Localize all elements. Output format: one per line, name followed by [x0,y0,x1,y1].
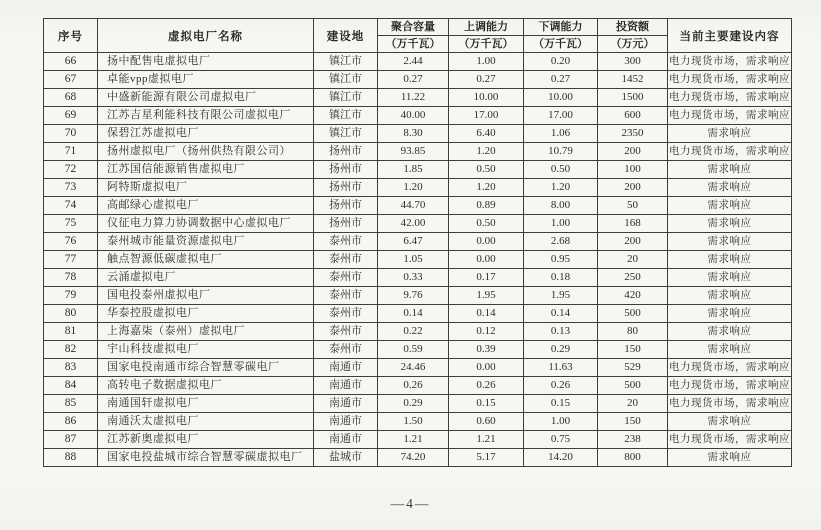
cell-investment: 1452 [598,71,668,89]
cell-up: 17.00 [449,107,524,125]
cell-down: 1.95 [524,287,598,305]
cell-capacity: 24.46 [378,359,449,377]
cell-no: 85 [44,395,98,413]
cell-up: 0.14 [449,305,524,323]
cell-location: 镇江市 [314,71,378,89]
cell-no: 73 [44,179,98,197]
cell-down: 8.00 [524,197,598,215]
cell-no: 66 [44,53,98,71]
table-row [44,395,792,413]
table-row [44,215,792,233]
table-row [44,251,792,269]
cell-down: 0.20 [524,53,598,71]
cell-investment: 20 [598,251,668,269]
table-row [44,143,792,161]
header-col-capacity-title: 聚合容量 [378,19,448,36]
cell-content: 需求响应 [668,215,792,233]
cell-down: 0.95 [524,251,598,269]
cell-content: 需求响应 [668,179,792,197]
cell-content: 需求响应 [668,251,792,269]
cell-name: 国家电投南通市综合智慧零碳电厂 [98,359,314,377]
cell-capacity: 1.21 [378,431,449,449]
cell-investment: 80 [598,323,668,341]
table-row [44,71,792,89]
cell-capacity: 0.14 [378,305,449,323]
cell-investment: 800 [598,449,668,467]
cell-location: 泰州市 [314,287,378,305]
cell-content: 电力现货市场，需求响应 [668,359,792,377]
cell-content: 需求响应 [668,161,792,179]
cell-investment: 200 [598,143,668,161]
cell-down: 1.00 [524,413,598,431]
cell-capacity: 0.22 [378,323,449,341]
cell-content: 需求响应 [668,449,792,467]
header-col-up [449,19,524,53]
cell-down: 0.26 [524,377,598,395]
table-row [44,233,792,251]
cell-down: 11.63 [524,359,598,377]
cell-investment: 200 [598,233,668,251]
header-col-content: 当前主要建设内容 [668,19,792,53]
cell-up: 1.21 [449,431,524,449]
cell-up: 0.00 [449,233,524,251]
table-row [44,449,792,467]
cell-capacity: 0.27 [378,71,449,89]
cell-no: 80 [44,305,98,323]
cell-no: 86 [44,413,98,431]
header-col-investment-unit: （万元） [610,38,655,50]
cell-name: 扬州虚拟电厂（扬州供热有限公司） [98,143,314,161]
cell-content: 电力现货市场，需求响应 [668,395,792,413]
cell-content: 需求响应 [668,269,792,287]
cell-investment: 420 [598,287,668,305]
cell-capacity: 44.70 [378,197,449,215]
cell-name: 宇山科技虚拟电厂 [98,341,314,359]
cell-name: 云涌虚拟电厂 [98,269,314,287]
cell-name: 南通国轩虚拟电厂 [98,395,314,413]
cell-location: 泰州市 [314,269,378,287]
cell-name: 保碧江苏虚拟电厂 [98,125,314,143]
cell-name: 江苏吉星利能科技有限公司虚拟电厂 [98,107,314,125]
cell-down: 17.00 [524,107,598,125]
cell-investment: 529 [598,359,668,377]
cell-up: 0.17 [449,269,524,287]
cell-investment: 168 [598,215,668,233]
cell-content: 电力现货市场，需求响应 [668,377,792,395]
page-number: —4— [390,496,431,511]
cell-location: 镇江市 [314,89,378,107]
cell-up: 0.00 [449,251,524,269]
cell-up: 1.00 [449,53,524,71]
cell-location: 扬州市 [314,161,378,179]
cell-investment: 600 [598,107,668,125]
cell-capacity: 0.26 [378,377,449,395]
cell-content: 电力现货市场，需求响应 [668,143,792,161]
cell-investment: 1500 [598,89,668,107]
cell-investment: 100 [598,161,668,179]
cell-up: 0.60 [449,413,524,431]
cell-capacity: 1.85 [378,161,449,179]
table-row [44,179,792,197]
cell-down: 10.79 [524,143,598,161]
cell-name: 江苏国信能源销售虚拟电厂 [98,161,314,179]
cell-down: 2.68 [524,233,598,251]
table-row [44,413,792,431]
cell-down: 1.00 [524,215,598,233]
cell-location: 镇江市 [314,125,378,143]
header-col-up-title: 上调能力 [449,19,523,36]
header-col-capacity [378,19,449,53]
cell-down: 10.00 [524,89,598,107]
cell-no: 88 [44,449,98,467]
table-header [44,19,792,53]
cell-investment: 250 [598,269,668,287]
cell-no: 84 [44,377,98,395]
cell-location: 镇江市 [314,53,378,71]
cell-down: 0.13 [524,323,598,341]
cell-name: 江苏新奥虚拟电厂 [98,431,314,449]
cell-no: 79 [44,287,98,305]
cell-no: 70 [44,125,98,143]
cell-name: 国电投泰州虚拟电厂 [98,287,314,305]
cell-no: 74 [44,197,98,215]
vpp-table-container [43,18,791,467]
cell-name: 仪征电力算力协调数据中心虚拟电厂 [98,215,314,233]
cell-up: 0.00 [449,359,524,377]
cell-location: 南通市 [314,431,378,449]
cell-investment: 150 [598,341,668,359]
header-col-no: 序号 [44,19,98,53]
cell-up: 0.50 [449,161,524,179]
cell-up: 1.95 [449,287,524,305]
cell-capacity: 1.50 [378,413,449,431]
cell-content: 需求响应 [668,323,792,341]
table-row [44,53,792,71]
cell-investment: 200 [598,179,668,197]
cell-location: 扬州市 [314,197,378,215]
header-col-name: 虚拟电厂名称 [98,19,314,53]
cell-location: 泰州市 [314,233,378,251]
cell-investment: 2350 [598,125,668,143]
cell-investment: 20 [598,395,668,413]
cell-no: 68 [44,89,98,107]
cell-down: 0.29 [524,341,598,359]
cell-investment: 500 [598,377,668,395]
cell-down: 14.20 [524,449,598,467]
cell-capacity: 9.76 [378,287,449,305]
cell-down: 0.50 [524,161,598,179]
cell-no: 82 [44,341,98,359]
cell-up: 0.89 [449,197,524,215]
cell-up: 0.12 [449,323,524,341]
cell-name: 国家电投盐城市综合智慧零碳虚拟电厂 [98,449,314,467]
cell-capacity: 2.44 [378,53,449,71]
cell-location: 南通市 [314,359,378,377]
cell-content: 需求响应 [668,413,792,431]
cell-location: 泰州市 [314,341,378,359]
table-row [44,377,792,395]
cell-down: 0.27 [524,71,598,89]
cell-location: 盐城市 [314,449,378,467]
cell-location: 南通市 [314,413,378,431]
table-row [44,269,792,287]
cell-no: 76 [44,233,98,251]
cell-no: 67 [44,71,98,89]
cell-name: 中盛新能源有限公司虚拟电厂 [98,89,314,107]
cell-name: 阿特斯虚拟电厂 [98,179,314,197]
header-col-investment [598,19,668,53]
header-col-capacity-unit: （万千瓦） [385,38,441,50]
cell-down: 1.20 [524,179,598,197]
cell-up: 0.26 [449,377,524,395]
cell-name: 南通沃太虚拟电厂 [98,413,314,431]
cell-capacity: 40.00 [378,107,449,125]
table-row [44,431,792,449]
cell-content: 电力现货市场，需求响应 [668,71,792,89]
cell-up: 1.20 [449,143,524,161]
cell-location: 扬州市 [314,143,378,161]
cell-location: 镇江市 [314,107,378,125]
table-row [44,305,792,323]
cell-investment: 300 [598,53,668,71]
cell-location: 南通市 [314,395,378,413]
cell-up: 0.27 [449,71,524,89]
cell-capacity: 6.47 [378,233,449,251]
cell-down: 0.75 [524,431,598,449]
table-row [44,161,792,179]
cell-name: 华泰控股虚拟电厂 [98,305,314,323]
table-body [44,53,792,467]
cell-location: 扬州市 [314,179,378,197]
cell-up: 10.00 [449,89,524,107]
table-row [44,125,792,143]
cell-no: 81 [44,323,98,341]
cell-capacity: 74.20 [378,449,449,467]
cell-no: 75 [44,215,98,233]
cell-investment: 238 [598,431,668,449]
cell-up: 0.15 [449,395,524,413]
cell-capacity: 42.00 [378,215,449,233]
cell-capacity: 0.29 [378,395,449,413]
cell-up: 1.20 [449,179,524,197]
cell-no: 72 [44,161,98,179]
table-row [44,341,792,359]
cell-location: 泰州市 [314,323,378,341]
table-row [44,287,792,305]
header-col-location: 建设地 [314,19,378,53]
cell-content: 需求响应 [668,287,792,305]
cell-down: 0.14 [524,305,598,323]
cell-no: 78 [44,269,98,287]
cell-capacity: 0.59 [378,341,449,359]
cell-content: 需求响应 [668,197,792,215]
cell-content: 需求响应 [668,341,792,359]
cell-up: 6.40 [449,125,524,143]
cell-content: 电力现货市场，需求响应 [668,107,792,125]
cell-content: 需求响应 [668,125,792,143]
header-col-down [524,19,598,53]
header-col-up-unit: （万千瓦） [458,38,514,50]
cell-name: 触点智源低碳虚拟电厂 [98,251,314,269]
cell-down: 1.06 [524,125,598,143]
table-row [44,89,792,107]
cell-location: 泰州市 [314,305,378,323]
table-row [44,107,792,125]
header-row [44,19,792,53]
cell-down: 0.15 [524,395,598,413]
header-col-down-unit: （万千瓦） [533,38,588,50]
cell-down: 0.18 [524,269,598,287]
cell-no: 77 [44,251,98,269]
cell-name: 上海嘉柒（泰州）虚拟电厂 [98,323,314,341]
cell-investment: 150 [598,413,668,431]
cell-location: 泰州市 [314,251,378,269]
cell-capacity: 0.33 [378,269,449,287]
cell-content: 电力现货市场，需求响应 [668,89,792,107]
cell-up: 5.17 [449,449,524,467]
cell-content: 需求响应 [668,305,792,323]
table-row [44,323,792,341]
cell-content: 需求响应 [668,233,792,251]
vpp-table [43,18,792,467]
cell-capacity: 11.22 [378,89,449,107]
cell-location: 南通市 [314,377,378,395]
cell-name: 卓能vpp虚拟电厂 [98,71,314,89]
cell-investment: 500 [598,305,668,323]
header-col-investment-title: 投资额 [598,19,667,36]
cell-content: 电力现货市场，需求响应 [668,53,792,71]
cell-capacity: 8.30 [378,125,449,143]
table-row [44,359,792,377]
cell-capacity: 1.05 [378,251,449,269]
cell-investment: 50 [598,197,668,215]
cell-location: 扬州市 [314,215,378,233]
cell-content: 电力现货市场，需求响应 [668,431,792,449]
cell-no: 87 [44,431,98,449]
header-col-down-title: 下调能力 [524,19,597,36]
cell-name: 高邮绿心虚拟电厂 [98,197,314,215]
cell-up: 0.39 [449,341,524,359]
cell-no: 69 [44,107,98,125]
cell-name: 高转电子数据虚拟电厂 [98,377,314,395]
cell-name: 扬中配售电虚拟电厂 [98,53,314,71]
cell-no: 71 [44,143,98,161]
cell-capacity: 1.20 [378,179,449,197]
table-row [44,197,792,215]
cell-up: 0.50 [449,215,524,233]
cell-name: 泰州城市能量资源虚拟电厂 [98,233,314,251]
cell-capacity: 93.85 [378,143,449,161]
cell-no: 83 [44,359,98,377]
